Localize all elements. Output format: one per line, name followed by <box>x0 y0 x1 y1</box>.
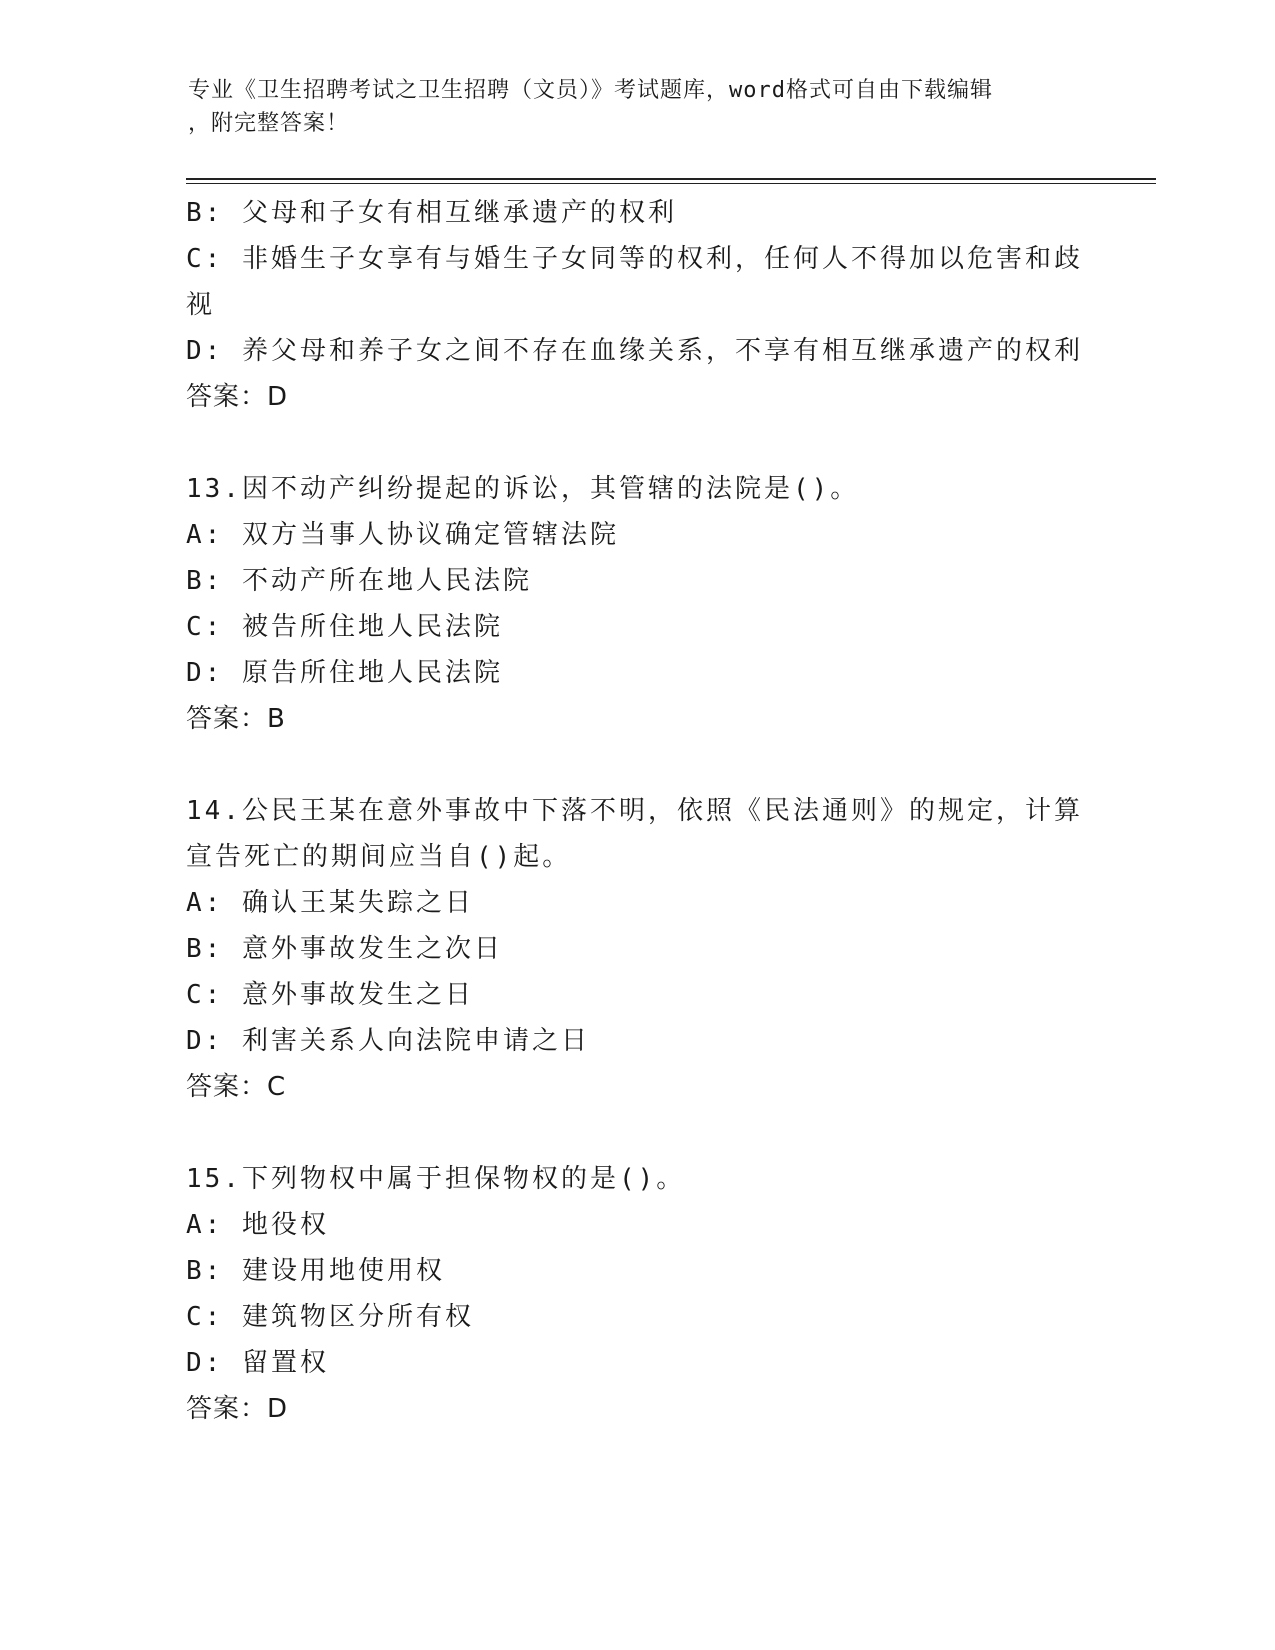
option-c: C: 意外事故发生之日 <box>186 980 474 1010</box>
option-b: B: 建设用地使用权 <box>186 1256 445 1286</box>
question-stem: 15.下列物权中属于担保物权的是()。 <box>186 1164 686 1194</box>
answer-line: 答案：C <box>186 1072 287 1102</box>
option-c: C: 非婚生子女享有与婚生子女同等的权利，任何人不得加以危害和歧 <box>186 244 1083 274</box>
answer-line: 答案：D <box>186 1394 289 1424</box>
option-d: D: 原告所住地人民法院 <box>186 658 503 688</box>
option-a: A: 地役权 <box>186 1210 329 1240</box>
question-stem-continued: 宣告死亡的期间应当自()起。 <box>186 842 572 872</box>
option-b: B: 不动产所在地人民法院 <box>186 566 532 596</box>
option-b: B: 意外事故发生之次日 <box>186 934 503 964</box>
answer-line: 答案：D <box>186 382 289 412</box>
header-line-1: 专业《卫生招聘考试之卫生招聘（文员）》考试题库，word格式可自由下载编辑 <box>188 78 993 103</box>
question-14 <box>186 788 1086 1110</box>
option-d: D: 养父母和养子女之间不存在血缘关系，不享有相互继承遗产的权利 <box>186 336 1083 366</box>
option-a: A: 确认王某失踪之日 <box>186 888 474 918</box>
question-stem: 14.公民王某在意外事故中下落不明，依照《民法通则》的规定，计算 <box>186 796 1083 826</box>
header-divider-thin <box>186 183 1156 184</box>
header-line-2: ，附完整答案！ <box>188 111 350 136</box>
question-12-continued <box>186 190 1086 420</box>
question-spacer <box>186 742 1086 788</box>
option-d: D: 留置权 <box>186 1348 329 1378</box>
answer-line: 答案：B <box>186 704 286 734</box>
option-d: D: 利害关系人向法院申请之日 <box>186 1026 590 1056</box>
question-13 <box>186 466 1086 742</box>
document-header <box>188 74 1088 140</box>
header-divider-thick <box>186 178 1156 180</box>
question-list <box>186 190 1086 1432</box>
option-c-continued: 视 <box>186 290 216 320</box>
option-c: C: 被告所住地人民法院 <box>186 612 503 642</box>
question-15 <box>186 1156 1086 1432</box>
question-stem: 13.因不动产纠纷提起的诉讼，其管辖的法院是()。 <box>186 474 860 504</box>
option-c: C: 建筑物区分所有权 <box>186 1302 474 1332</box>
question-spacer <box>186 1110 1086 1156</box>
option-b: B: 父母和子女有相互继承遗产的权利 <box>186 198 677 228</box>
option-a: A: 双方当事人协议确定管辖法院 <box>186 520 619 550</box>
question-spacer <box>186 420 1086 466</box>
